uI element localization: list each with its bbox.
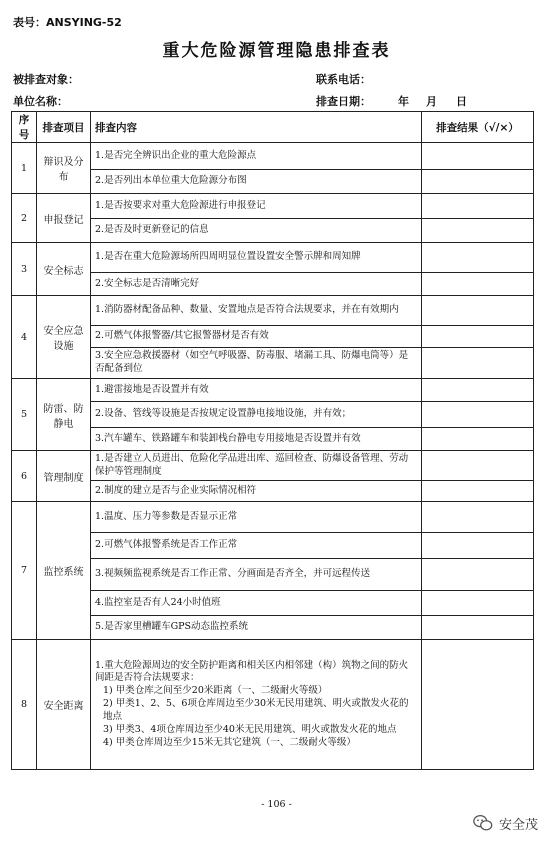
check-content [91, 170, 422, 194]
table-row [12, 616, 534, 640]
check-content [91, 194, 422, 219]
table-row [12, 591, 534, 616]
check-content [91, 616, 422, 640]
group-item: 安全应急设施 [37, 296, 91, 379]
table-row [12, 428, 534, 451]
group-number: 8 [12, 640, 37, 770]
check-content [91, 481, 422, 502]
table-row [12, 502, 534, 533]
content-line: 1.是否在重大危险源场所四周明显位置设置安全警示牌和周知牌 [95, 251, 361, 263]
result-cell[interactable] [422, 326, 534, 348]
check-content [91, 379, 422, 402]
content-line: 1.是否按要求对重大危险源进行申报登记 [95, 199, 266, 211]
check-content [91, 273, 422, 296]
header-item: 排查项目 [37, 112, 91, 143]
content-subline: 4) 甲类仓库周边至少15米无其它建筑（一、二级耐火等级） [103, 736, 356, 748]
content-line: 2.可燃气体报警系统是否工作正常 [95, 539, 238, 551]
page-title: 重大危险源管理隐患排查表 [162, 41, 391, 61]
header-result: 排查结果（√/×） [422, 112, 534, 143]
result-cell[interactable] [422, 616, 534, 640]
table-row [12, 348, 534, 379]
date-day: 日 [456, 95, 467, 108]
watermark [472, 812, 538, 834]
group-item: 防雷、防静电 [37, 379, 91, 451]
result-cell[interactable] [422, 591, 534, 616]
table-row [12, 273, 534, 296]
watermark-text: 安全茂 [499, 817, 539, 833]
table-row [12, 533, 534, 559]
result-cell[interactable] [422, 640, 534, 770]
table-row [12, 451, 534, 481]
form-code: 表号：ANSYING-52 [13, 16, 122, 29]
result-cell[interactable] [422, 559, 534, 591]
content-line: 1.温度、压力等参数是否显示正常 [95, 510, 238, 522]
table-row [12, 170, 534, 194]
content-line: 2.设备、管线等设施是否按规定设置静电接地设施，并有效； [95, 408, 352, 420]
result-cell[interactable] [422, 243, 534, 273]
check-content [91, 296, 422, 326]
table-row [12, 481, 534, 502]
check-content [91, 533, 422, 559]
group-number: 1 [12, 143, 37, 194]
content-line: 3.汽车罐车、铁路罐车和装卸栈台静电专用接地是否设置并有效 [95, 432, 361, 444]
header-content: 排查内容 [91, 112, 422, 143]
group-number: 2 [12, 194, 37, 243]
table-row [12, 219, 534, 243]
date-label: 排查日期： [316, 95, 371, 108]
content-line: 2.可燃气体报警器/其它报警器材是否有效 [95, 330, 269, 342]
result-cell[interactable] [422, 502, 534, 533]
content-line: 1.是否建立人员进出、危险化学品进出库、巡回检查、防爆设备管理、劳动保护等管理制度 [95, 452, 409, 477]
unit-label: 单位名称： [13, 95, 68, 108]
table-row [12, 243, 534, 273]
result-cell[interactable] [422, 451, 534, 481]
content-subline: 2) 甲类1、2、5、6项仓库周边至少30米无民用建筑、明火或散发火花的地点 [103, 698, 409, 722]
content-line: 3.安全应急救援器材（如空气呼吸器、防毒服、堵漏工具、防爆电筒等）是否配备到位 [95, 350, 409, 374]
result-cell[interactable] [422, 273, 534, 296]
content-subline: 1) 甲类仓库之间至少20米距离（一、二级耐火等级） [103, 685, 328, 697]
result-cell[interactable] [422, 481, 534, 502]
group-item: 管理制度 [37, 451, 91, 502]
table-row [12, 326, 534, 348]
content-line: 2.安全标志是否清晰完好 [95, 277, 200, 289]
content-subline: 3) 甲类3、4项仓库周边至少40米无民用建筑、明火或散发火花的地点 [103, 723, 397, 735]
content-line: 4.监控室是否有人24小时值班 [95, 596, 221, 608]
date-month: 月 [426, 95, 437, 108]
wechat-icon [472, 812, 494, 834]
check-content [91, 502, 422, 533]
content-line: 3.视频频监视系统是否工作正常、分画面是否齐全，并可远程传送 [95, 568, 371, 580]
table-header-row [12, 112, 534, 143]
result-cell[interactable] [422, 348, 534, 379]
result-cell[interactable] [422, 402, 534, 428]
check-content [91, 219, 422, 243]
group-item: 申报登记 [37, 194, 91, 243]
check-content [91, 402, 422, 428]
content-line: 5.是否家里槽罐车GPS动态监控系统 [95, 621, 249, 633]
date-year: 年 [398, 95, 409, 108]
table-row [12, 296, 534, 326]
table-row [12, 402, 534, 428]
group-item: 监控系统 [37, 502, 91, 640]
group-number: 6 [12, 451, 37, 502]
group-number: 4 [12, 296, 37, 379]
phone-label: 联系电话： [316, 73, 371, 86]
table-row [12, 143, 534, 170]
check-content [91, 559, 422, 591]
header-no: 序号 [12, 112, 37, 143]
check-content [91, 591, 422, 616]
content-line: 1.是否完全辨识出企业的重大危险源点 [95, 149, 257, 161]
content-line: 1.避雷接地是否设置并有效 [95, 383, 209, 395]
content-line: 1.重大危险源周边的安全防护距离和相关区内相邻建（构）筑物之间的防火间距是否符合法规要求： [95, 659, 409, 684]
result-cell[interactable] [422, 170, 534, 194]
inspection-table [11, 111, 534, 770]
result-cell[interactable] [422, 296, 534, 326]
table-row [12, 640, 534, 770]
check-content [91, 326, 422, 348]
group-number: 7 [12, 502, 37, 640]
result-cell[interactable] [422, 143, 534, 170]
table-row [12, 194, 534, 219]
check-content [91, 428, 422, 451]
group-number: 5 [12, 379, 37, 451]
content-line: 2.制度的建立是否与企业实际情况相符 [95, 484, 257, 496]
page-number: - 106 - [261, 799, 292, 810]
result-cell[interactable] [422, 379, 534, 402]
content-line: 1.消防器材配备品种、数量、安置地点是否符合法规要求，并在有效期内 [95, 304, 399, 316]
check-content [91, 640, 422, 770]
check-content [91, 348, 422, 379]
result-cell[interactable] [422, 533, 534, 559]
result-cell[interactable] [422, 219, 534, 243]
group-item: 辩识及分布 [37, 143, 91, 194]
result-cell[interactable] [422, 194, 534, 219]
result-cell[interactable] [422, 428, 534, 451]
table-body [12, 143, 534, 770]
table-row [12, 559, 534, 591]
table-row [12, 379, 534, 402]
check-content [91, 243, 422, 273]
content-line: 2.是否列出本单位重大危险源分布图 [95, 175, 247, 187]
check-content [91, 451, 422, 481]
group-item: 安全标志 [37, 243, 91, 296]
group-item: 安全距离 [37, 640, 91, 770]
check-content [91, 143, 422, 170]
inspected-label: 被排查对象： [13, 73, 79, 86]
group-number: 3 [12, 243, 37, 296]
content-line: 2.是否及时更新登记的信息 [95, 224, 209, 236]
